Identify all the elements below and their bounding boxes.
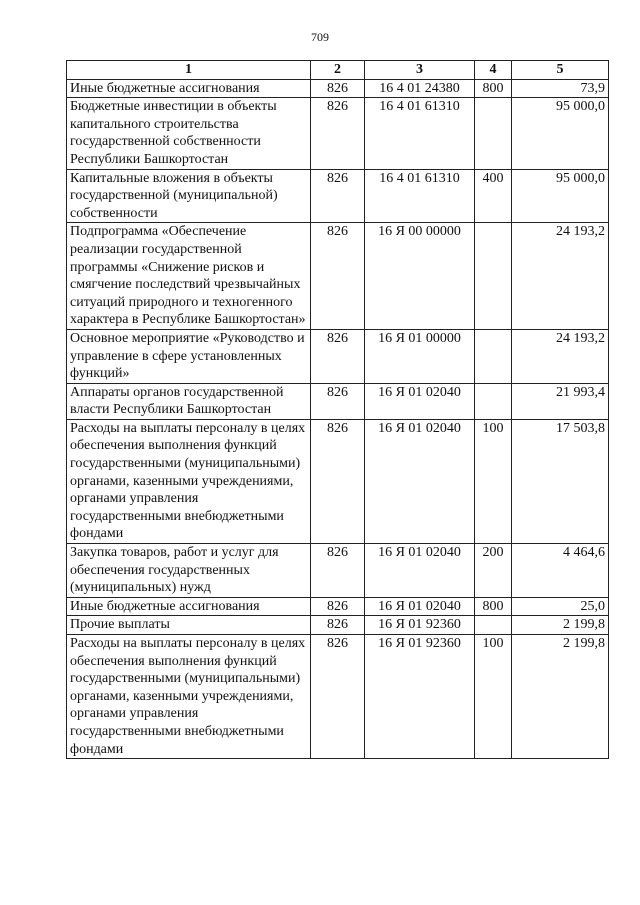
row-admin-code: 826 (311, 383, 365, 419)
row-amount: 17 503,8 (512, 419, 609, 543)
table-row (67, 597, 609, 616)
table-row (67, 544, 609, 598)
row-expense-type: 100 (475, 635, 512, 759)
table-row (67, 329, 609, 383)
row-target-code: 16 4 01 24380 (365, 79, 475, 98)
row-admin-code: 826 (311, 597, 365, 616)
row-target-code: 16 Я 01 92360 (365, 635, 475, 759)
row-admin-code: 826 (311, 635, 365, 759)
row-amount: 24 193,2 (512, 329, 609, 383)
row-expense-type (475, 616, 512, 635)
row-amount: 21 993,4 (512, 383, 609, 419)
row-target-code: 16 Я 01 02040 (365, 597, 475, 616)
header-col-2: 2 (311, 61, 365, 80)
row-admin-code: 826 (311, 169, 365, 223)
row-name: Расходы на выплаты персоналу в целях обеспечения выполнения функций государственными (муниципальными) органами, казенными учреждениями, органами управления государственными внебюджетными фондами (67, 419, 311, 543)
row-admin-code: 826 (311, 223, 365, 330)
row-admin-code: 826 (311, 79, 365, 98)
budget-table (66, 60, 609, 759)
table-row (67, 635, 609, 759)
row-amount: 95 000,0 (512, 169, 609, 223)
row-admin-code: 826 (311, 544, 365, 598)
table-header-row (67, 61, 609, 80)
row-amount: 25,0 (512, 597, 609, 616)
row-name: Подпрограмма «Обеспечение реализации государственной программы «Снижение рисков и смягчение последствий чрезвычайных ситуаций природного и техногенного характера в Республике Башкортостан» (67, 223, 311, 330)
row-name: Расходы на выплаты персоналу в целях обеспечения выполнения функций государственными (муниципальными) органами, казенными учреждениями, органами управления государственными внебюджетными фондами (67, 635, 311, 759)
row-target-code: 16 4 01 61310 (365, 98, 475, 169)
table-row (67, 419, 609, 543)
row-target-code: 16 Я 01 02040 (365, 544, 475, 598)
table-row (67, 223, 609, 330)
row-expense-type (475, 223, 512, 330)
row-amount: 4 464,6 (512, 544, 609, 598)
table-row (67, 98, 609, 169)
row-amount: 2 199,8 (512, 635, 609, 759)
row-admin-code: 826 (311, 329, 365, 383)
row-name: Капитальные вложения в объекты государственной (муниципальной) собственности (67, 169, 311, 223)
row-name: Иные бюджетные ассигнования (67, 597, 311, 616)
row-admin-code: 826 (311, 98, 365, 169)
row-name: Закупка товаров, работ и услуг для обеспечения государственных (муниципальных) нужд (67, 544, 311, 598)
row-expense-type (475, 98, 512, 169)
table-row (67, 616, 609, 635)
row-expense-type (475, 329, 512, 383)
row-name: Прочие выплаты (67, 616, 311, 635)
row-expense-type: 400 (475, 169, 512, 223)
row-expense-type: 200 (475, 544, 512, 598)
row-target-code: 16 Я 01 92360 (365, 616, 475, 635)
row-target-code: 16 Я 00 00000 (365, 223, 475, 330)
row-target-code: 16 Я 01 02040 (365, 419, 475, 543)
row-expense-type (475, 383, 512, 419)
row-amount: 2 199,8 (512, 616, 609, 635)
header-col-4: 4 (475, 61, 512, 80)
row-name: Бюджетные инвестиции в объекты капитального строительства государственной собственности Республики Башкортостан (67, 98, 311, 169)
table-row (67, 383, 609, 419)
row-expense-type: 100 (475, 419, 512, 543)
row-name: Иные бюджетные ассигнования (67, 79, 311, 98)
table-row (67, 169, 609, 223)
row-amount: 95 000,0 (512, 98, 609, 169)
row-admin-code: 826 (311, 419, 365, 543)
page-number: 709 (311, 30, 329, 44)
row-target-code: 16 Я 01 00000 (365, 329, 475, 383)
row-admin-code: 826 (311, 616, 365, 635)
row-target-code: 16 4 01 61310 (365, 169, 475, 223)
row-target-code: 16 Я 01 02040 (365, 383, 475, 419)
table-row (67, 79, 609, 98)
row-amount: 73,9 (512, 79, 609, 98)
header-col-3: 3 (365, 61, 475, 80)
header-col-5: 5 (512, 61, 609, 80)
row-amount: 24 193,2 (512, 223, 609, 330)
row-name: Аппараты органов государственной власти Республики Башкортостан (67, 383, 311, 419)
row-expense-type: 800 (475, 597, 512, 616)
row-name: Основное мероприятие «Руководство и управление в сфере установленных функций» (67, 329, 311, 383)
header-col-1: 1 (67, 61, 311, 80)
row-expense-type: 800 (475, 79, 512, 98)
